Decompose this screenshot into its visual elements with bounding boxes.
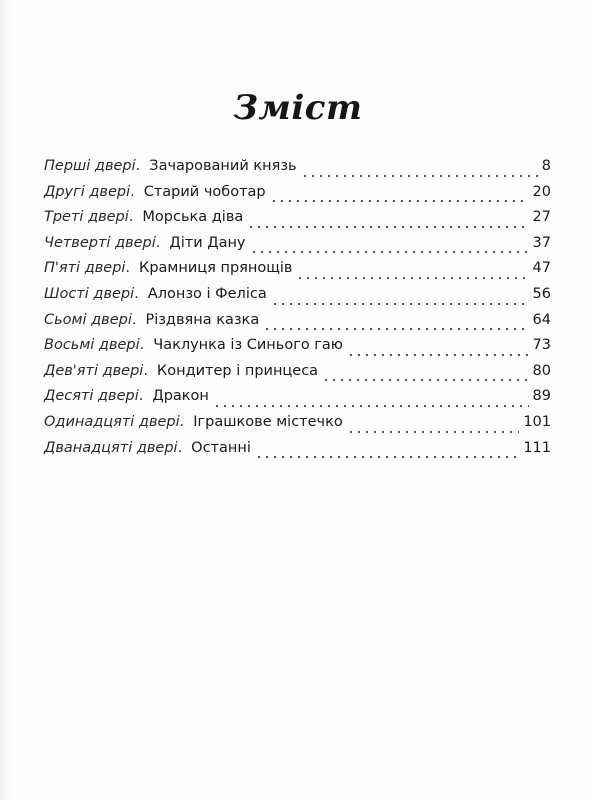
toc-entry	[44, 337, 551, 363]
entry-separator: .	[177, 439, 183, 456]
toc-entry	[44, 363, 551, 389]
entry-title: Крамниця прянощів	[139, 260, 293, 277]
entry-door-label: Одинадцяті двері	[44, 413, 180, 430]
entry-page-number: 101	[523, 413, 551, 430]
toc-entry	[44, 388, 551, 414]
entry-door-label: Дванадцяті двері	[44, 439, 178, 456]
entry-door-label: Десяті двері	[44, 388, 139, 405]
entry-door-label: Другі двері	[44, 183, 131, 200]
entry-separator: .	[135, 158, 141, 174]
entry-page-number: 47	[532, 260, 551, 277]
entry-page-number: 20	[532, 183, 551, 200]
entry-separator: .	[130, 183, 135, 200]
dot-leader	[296, 276, 528, 280]
toc-entry	[44, 414, 551, 440]
entry-page-number: 56	[532, 285, 551, 302]
entry-separator: .	[143, 362, 148, 379]
entry-separator: .	[179, 413, 185, 430]
dot-leader	[347, 430, 520, 434]
entry-door-label: Четверті двері	[44, 234, 156, 251]
dot-leader	[263, 327, 528, 331]
entry-separator: .	[139, 337, 145, 354]
entry-separator: .	[134, 285, 139, 302]
toc-entry	[44, 209, 551, 235]
entry-title: Іграшкове містечко	[193, 413, 343, 430]
entry-page-number: 8	[541, 158, 551, 174]
toc-entry	[44, 312, 551, 338]
entry-title: Морська діва	[142, 209, 244, 226]
entry-title: Різдвяна казка	[145, 311, 260, 328]
dot-leader	[250, 250, 529, 254]
entry-title: Кондитер і принцеса	[156, 362, 319, 379]
toc-entry	[44, 184, 551, 210]
dot-leader	[255, 455, 519, 459]
entry-separator: .	[138, 388, 144, 405]
entry-page-number: 111	[523, 439, 551, 456]
entry-page-number: 37	[532, 234, 551, 251]
dot-leader	[247, 225, 528, 229]
page-title: Зміст	[233, 88, 363, 128]
dot-leader	[270, 199, 529, 203]
dot-leader	[322, 378, 528, 382]
entry-door-label: П'яті двері	[44, 260, 126, 277]
entry-title: Алонзо і Феліса	[147, 285, 267, 302]
dot-leader	[213, 404, 529, 408]
dot-leader	[301, 174, 538, 178]
entry-door-label: Дев'яті двері	[44, 362, 144, 379]
entry-title: Чаклунка із Синього гаю	[153, 337, 344, 354]
dot-leader	[271, 302, 529, 306]
entry-door-label: Перші двері	[44, 158, 136, 174]
entry-page-number: 64	[532, 311, 551, 328]
entry-title: Останні	[191, 439, 251, 456]
entry-door-label: Сьомі двері	[44, 311, 132, 328]
entry-separator: .	[155, 234, 161, 251]
entry-page-number: 89	[532, 388, 551, 405]
entry-title: Дракон	[152, 388, 209, 405]
toc-entry	[44, 260, 551, 286]
entry-title: Діти Дану	[169, 234, 246, 251]
toc-entry	[44, 235, 551, 261]
toc-entry	[44, 158, 551, 184]
table-of-contents	[44, 158, 551, 465]
entry-door-label: Восьмі двері	[44, 337, 140, 354]
entry-title: Старий чоботар	[143, 183, 266, 200]
dot-leader	[347, 353, 529, 357]
entry-door-label: Треті двері	[44, 209, 129, 226]
toc-entry	[44, 286, 551, 312]
entry-door-label: Шості двері	[44, 285, 135, 302]
entry-separator: .	[131, 311, 137, 328]
entry-separator: .	[128, 209, 134, 226]
entry-title: Зачарований князь	[149, 158, 297, 174]
entry-separator: .	[125, 260, 131, 277]
entry-page-number: 27	[532, 209, 551, 226]
toc-entry	[44, 440, 551, 466]
entry-page-number: 73	[532, 337, 551, 354]
entry-page-number: 80	[532, 362, 551, 379]
